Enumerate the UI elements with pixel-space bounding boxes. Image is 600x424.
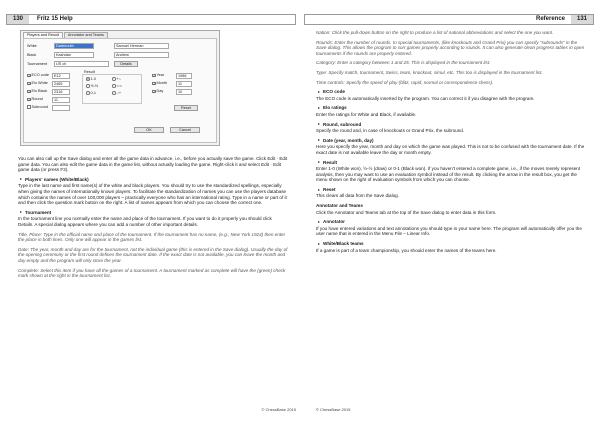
tournament-label: Tournament (27, 62, 48, 66)
tab-players-and-result[interactable]: Players and Result (23, 32, 63, 38)
right-page-header (304, 14, 594, 25)
triangle-bullet-icon (318, 91, 320, 93)
right-page-header-title: Reference (535, 16, 565, 22)
right-page (304, 14, 594, 414)
subsection-title: Annotator and Teams (316, 203, 363, 209)
section-heading-text: White/Black teams (323, 241, 364, 247)
subround-input[interactable] (52, 105, 70, 111)
paragraph: You can also call up the Save dialog and enter all the game data in advance, i.e., before you actually save the game. Click Edit · Edit game data. You can also edit the game data in the game list, without actually loading the game. Right-click it and select Edit · Edit game data (or press F2). (18, 156, 288, 173)
triangle-bullet-icon (318, 107, 320, 109)
paragraph: Rounds: Enter the number of rounds. In special tournaments, (like knockouts and Grand Prix) you can specify "subrounds" in the Save dialog. This allows the program to sort games properly according to rounds. It can also generate clean progress tables in open tournaments if the rounds are properly entered. (316, 39, 585, 56)
paragraph: If a game is part of a team championship, you should enter the names of the teams here. (316, 247, 497, 253)
paragraph: Enter the ratings for White and Black, if available. (316, 111, 417, 117)
section-heading-text: Round, subround (323, 121, 362, 127)
white-first-name-input[interactable]: Dartmouth (54, 43, 94, 49)
tab-annotator-and-teams[interactable]: Annotator and Teams (64, 32, 108, 38)
section-heading (316, 122, 586, 128)
black-first-name-input[interactable]: Kashdan (54, 52, 94, 58)
radio-icon (86, 91, 90, 95)
section-heading (316, 187, 586, 193)
cancel-button[interactable]: Cancel (170, 127, 200, 133)
section-heading (18, 210, 288, 216)
day-check[interactable]: ✓Day (153, 89, 164, 94)
check-icon: ✓ (28, 81, 31, 86)
paragraph: Nation: Click the pull-down button on the right to produce a list of national abbreviations and select the one you want. (316, 30, 554, 35)
white-label: White (27, 44, 37, 48)
left-page (6, 14, 296, 414)
left-page-content (18, 156, 288, 283)
section-heading-text: Reset (323, 186, 336, 192)
year-check[interactable]: ✓Year (153, 73, 165, 78)
black-label: Black (27, 53, 37, 57)
section-heading (316, 219, 586, 225)
paragraph: Enter 1-0 (White won), ½-½ (draw) or 0-1 (Black won). If you haven't entered a complete game, i.e., if the moves merely represent analysis, then you may want to use an evaluation symbol instead of the result. By clicking the arrow in the result box, you get the menu shown on the right of evaluation symbols from which you can choose. (316, 166, 581, 183)
triangle-bullet-icon (20, 211, 22, 213)
section-heading (316, 105, 586, 111)
paragraph: Specify the round and, in case of knockouts or Grand Prix, the subround. (316, 128, 465, 134)
section-heading (316, 241, 586, 247)
elo-black-input[interactable]: 2316 (52, 89, 70, 95)
check-icon: ✓ (153, 89, 156, 94)
save-game-dialog (20, 30, 220, 146)
check-icon: ✓ (153, 81, 156, 86)
right-page-content (316, 30, 586, 257)
paragraph: Click the Annotator and Teams tab at the top of the Save dialog to enter data in this form. (316, 209, 497, 215)
left-page-header (6, 14, 296, 25)
triangle-bullet-icon (318, 243, 320, 245)
check-icon: ✓ (28, 73, 31, 78)
paragraph: Title, Place: Type in the official name and place of the tournament. If the tournament has no name, (e.g., New York 1924) then enter the place in both lines. Only one will appear in the games list. (18, 231, 286, 243)
check-icon: ✓ (153, 73, 156, 78)
result-group-label: Result (84, 70, 95, 74)
section-heading (316, 138, 586, 144)
ok-button[interactable]: OK (134, 127, 164, 133)
tournament-input[interactable]: US ch (54, 61, 109, 67)
section-heading-text: Annotator (323, 219, 345, 225)
section-heading (316, 160, 586, 166)
right-page-footer: © ChessBase 2015 (316, 407, 351, 412)
section-heading-text: Elo ratings (323, 105, 347, 111)
white-last-name-input[interactable]: Samuel Herman (114, 43, 169, 49)
reset-button[interactable]: Reset (174, 105, 198, 111)
triangle-bullet-icon (318, 189, 320, 191)
left-page-footer: © ChessBase 2015 (261, 407, 296, 412)
result-radio-0-1[interactable]: 0-1 (86, 91, 96, 96)
radio-icon (86, 84, 90, 88)
radio-icon (112, 84, 116, 88)
dialog-panel (23, 38, 217, 143)
triangle-bullet-icon (318, 161, 320, 163)
result-radio-1-0[interactable]: 1-0 (86, 77, 96, 82)
paragraph: Type: Specify match, tournament, Swiss, team, knockout, simul, etc. This too is displayed in the tournament list. (316, 69, 543, 75)
check-icon: ✓ (28, 97, 31, 102)
eco-code-input[interactable]: E12 (52, 73, 70, 79)
paragraph: Time controls: Specify the speed of play (blitz, rapid, normal or correspondence chess). (316, 79, 494, 85)
paragraph: This clears all data from the Save dialog. (316, 193, 399, 199)
section-heading-text: ECO code (323, 89, 345, 95)
paragraph: Category: Enter a category between 1 and 25. This is displayed in the tournament list. (316, 60, 491, 66)
result-radio-forfeit-draw[interactable]: =:= (112, 84, 122, 89)
left-page-number: 130 (7, 15, 29, 24)
month-input[interactable]: 11 (176, 81, 192, 87)
year-input[interactable]: 1986 (176, 73, 192, 79)
black-last-name-input[interactable]: Andrew (114, 52, 169, 58)
month-check[interactable]: ✓Month (153, 81, 168, 86)
radio-icon (112, 91, 116, 95)
round-check[interactable]: ✓Round (28, 97, 43, 102)
check-icon (27, 105, 31, 109)
section-heading-text: Result (323, 159, 338, 165)
paragraph: If you have entered variations and text annotations you should type in your name here. The program will automatically offer you the user name that is entered in the Menu File – Linear Info. (316, 225, 582, 237)
subround-check[interactable]: Subround (27, 105, 48, 110)
details-button[interactable]: Details (114, 61, 138, 67)
result-radio-forfeit-white[interactable]: +:- (112, 77, 121, 82)
elo-white-check[interactable]: ✓Elo White (28, 81, 48, 86)
eco-code-check[interactable]: ✓ECO code (28, 73, 50, 78)
section-heading-text: Players' names (White/Black) (25, 176, 89, 182)
triangle-bullet-icon (318, 221, 320, 223)
paragraph: Date: The year, month and day are for the tournament, not the individual game (this is entered in the Save dialog). Usually the day of the opening ceremony or the first round defines the tournament date. If the exact date is not available, you can leave the month and day empty and the program will only store the year. (18, 246, 288, 263)
section-heading (18, 177, 288, 183)
triangle-bullet-icon (318, 123, 320, 125)
triangle-bullet-icon (318, 139, 320, 141)
day-input[interactable]: 10 (176, 89, 192, 95)
paragraph: Here you specify the year, month and day on which the game was played. This is not to be confused with the tournament date. If the exact date is not available leave the day or month empty. (316, 144, 585, 155)
paragraph: In the tournament line you normally enter the name and place of the tournament. If you want to do it properly you should click Details. A special dialog appears where you can add a number of other important details. (18, 216, 272, 227)
section-heading (316, 89, 586, 95)
left-page-header-title: Fritz 15 Help (37, 16, 73, 22)
paragraph: Type in the last name and first name(s) of the white and black players. You should try to use the standardized spellings, especially when giving the names of internationally known players. To facilitate the standardization of names you can use the players database which contains the names of over 100,000 players – practically everyone who has an international rating. Type in a name or part of it and then click the question mark button on the right. A list of names appears from which you can choose the correct one. (18, 183, 287, 206)
right-page-number: 131 (571, 15, 593, 24)
result-radio-draw[interactable]: ½-½ (86, 84, 98, 89)
check-icon: ✓ (28, 89, 31, 94)
triangle-bullet-icon (20, 178, 22, 180)
section-heading-text: Tournament (25, 209, 52, 215)
radio-icon (112, 77, 116, 81)
section-heading-text: Date (year, month, day) (323, 137, 374, 143)
result-radio-forfeit-black[interactable]: -:+ (112, 91, 121, 96)
paragraph: Complete: Select this item if you have all the games of a tournament. A tournament marked as complete will have the (green) check mark shown at the right in the tournament list. (18, 267, 286, 279)
elo-black-check[interactable]: ✓Elo Black (28, 89, 48, 94)
elo-white-input[interactable]: 2465 (52, 81, 70, 87)
round-input[interactable]: 11 (52, 97, 70, 103)
paragraph: The ECO code is automatically inserted by the program. You can correct it if you disagree with the program. (316, 95, 535, 101)
radio-icon (86, 77, 90, 81)
